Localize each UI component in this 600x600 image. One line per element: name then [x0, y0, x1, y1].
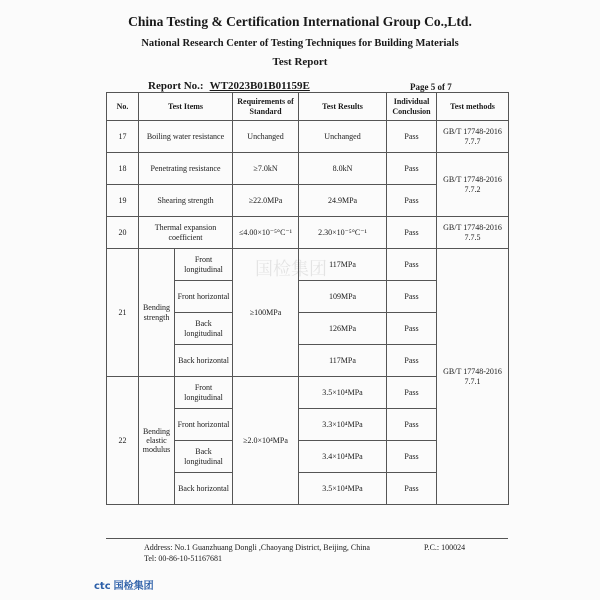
table-row — [107, 153, 509, 185]
page-number: Page 5 of 7 — [410, 82, 452, 92]
row-conclusion: Pass — [387, 153, 437, 185]
row-conclusion: Pass — [387, 249, 437, 281]
row-result: 117MPa — [299, 249, 387, 281]
row-result: 126MPa — [299, 313, 387, 345]
row-conclusion: Pass — [387, 217, 437, 249]
sub-item: Back longitudinal — [175, 441, 233, 473]
company-name: China Testing & Certification International Group Co.,Ltd. — [128, 14, 472, 29]
row-conclusion: Pass — [387, 409, 437, 441]
header-no: No. — [107, 93, 139, 121]
row-method: GB/T 17748-2016 7.7.7 — [437, 121, 509, 153]
row-requirement: ≥22.0MPa — [233, 185, 299, 217]
header-test-results: Test Results — [299, 93, 387, 121]
row-requirement: ≥7.0kN — [233, 153, 299, 185]
row-method: GB/T 17748-2016 7.7.1 — [437, 249, 509, 505]
row-item: Shearing strength — [139, 185, 233, 217]
table-row — [107, 249, 509, 281]
row-requirement: ≥100MPa — [233, 249, 299, 377]
row-result: 3.5×10⁴MPa — [299, 473, 387, 505]
footer-telephone: Tel: 00-86-10-51167681 — [144, 554, 223, 563]
row-no: 22 — [107, 377, 139, 505]
table-row — [107, 121, 509, 153]
row-conclusion: Pass — [387, 377, 437, 409]
report-number-line — [148, 80, 310, 92]
row-item: Bending elastic modulus — [139, 377, 175, 505]
footer-divider — [106, 538, 508, 539]
row-result: Unchanged — [299, 121, 387, 153]
row-requirement: Unchanged — [233, 121, 299, 153]
row-result: 24.9MPa — [299, 185, 387, 217]
table-header-row — [107, 93, 509, 121]
row-item: Thermal expansion coefficient — [139, 217, 233, 249]
row-no: 19 — [107, 185, 139, 217]
row-conclusion: Pass — [387, 473, 437, 505]
header-test-methods: Test methods — [437, 93, 509, 121]
logo-text: ctc — [94, 581, 111, 592]
research-center-name: National Research Center of Testing Techniques for Building Materials — [141, 38, 459, 49]
report-number: WT2023B01B01159E — [209, 80, 310, 92]
table-row — [107, 217, 509, 249]
sub-item: Front horizontal — [175, 281, 233, 313]
row-result: 3.4×10⁴MPa — [299, 441, 387, 473]
sub-item: Back horizontal — [175, 473, 233, 505]
row-requirement: ≤4.00×10⁻⁵°C⁻¹ — [233, 217, 299, 249]
row-requirement: ≥2.0×10⁴MPa — [233, 377, 299, 505]
sub-item: Back horizontal — [175, 345, 233, 377]
row-method: GB/T 17748-2016 7.7.5 — [437, 217, 509, 249]
header-requirements: Requirements of Standard — [233, 93, 299, 121]
sub-item: Back longitudinal — [175, 313, 233, 345]
footer-address: Address: No.1 Guanzhuang Dongli ,Chaoyang District, Beijing, China — [144, 543, 370, 552]
row-no: 21 — [107, 249, 139, 377]
row-conclusion: Pass — [387, 185, 437, 217]
row-result: 117MPa — [299, 345, 387, 377]
sub-item: Front horizontal — [175, 409, 233, 441]
report-number-label: Report No.: — [148, 80, 204, 92]
sub-item: Front longitudinal — [175, 377, 233, 409]
header-conclusion: Individual Conclusion — [387, 93, 437, 121]
row-item: Penetrating resistance — [139, 153, 233, 185]
test-results-table — [106, 92, 509, 505]
header-test-items: Test Items — [139, 93, 233, 121]
row-no: 20 — [107, 217, 139, 249]
row-method: GB/T 17748-2016 7.7.2 — [437, 153, 509, 217]
logo-chinese-text: 国检集团 — [113, 581, 154, 592]
row-item: Boiling water resistance — [139, 121, 233, 153]
document-title: Test Report — [272, 56, 328, 68]
ctc-logo — [94, 577, 154, 592]
row-conclusion: Pass — [387, 281, 437, 313]
sub-item: Front longitudinal — [175, 249, 233, 281]
row-conclusion: Pass — [387, 441, 437, 473]
watermark: 国检集团 — [255, 259, 327, 280]
row-result: 2.30×10⁻⁵°C⁻¹ — [299, 217, 387, 249]
row-item: Bending strength — [139, 249, 175, 377]
row-result: 3.3×10⁴MPa — [299, 409, 387, 441]
footer-postal-code: P.C.: 100024 — [424, 543, 466, 552]
row-no: 18 — [107, 153, 139, 185]
row-conclusion: Pass — [387, 345, 437, 377]
row-conclusion: Pass — [387, 313, 437, 345]
row-conclusion: Pass — [387, 121, 437, 153]
row-result: 109MPa — [299, 281, 387, 313]
row-result: 3.5×10⁴MPa — [299, 377, 387, 409]
row-result: 8.0kN — [299, 153, 387, 185]
row-no: 17 — [107, 121, 139, 153]
